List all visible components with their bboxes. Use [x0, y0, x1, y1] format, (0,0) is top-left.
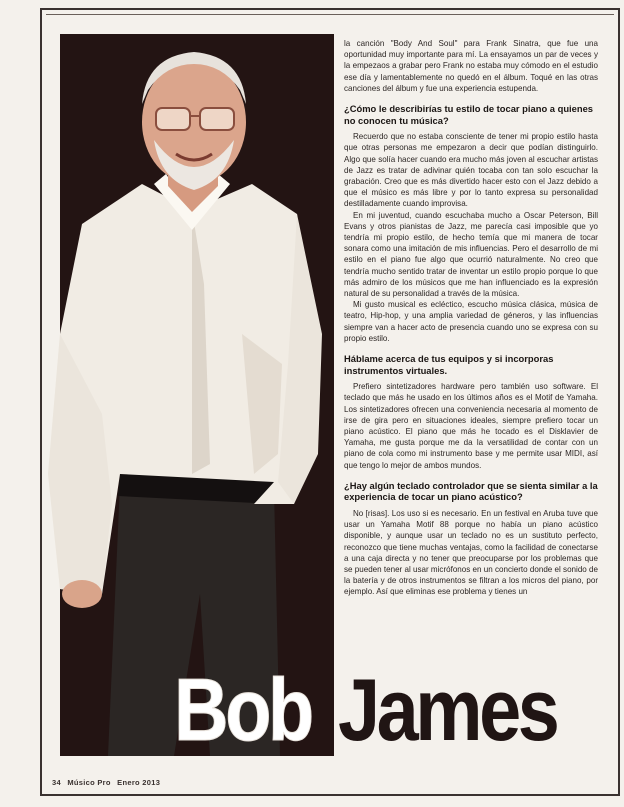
article-paragraph: Mi gusto musical es ecléctico, escucho música clásica, música de teatro, Hip-hop, y una amplia variedad de géneros, y las influencias siempre van a hacer acto de presencia cuando uno se expresa con su propio estilo. — [344, 300, 598, 343]
page-number: 34 — [52, 778, 61, 787]
article-paragraph: En mi juventud, cuando escuchaba mucho a Oscar Peterson, Bill Evans y otros pianistas de Jazz, me parecía casi imposible que yo tendría mi propio estilo, de hecho temía que mi manera de tocar sonara como una imitación de mis influencias. Pero el desarrollo de mi estilo en el piano fue algo que ocurrió naturalmente. No creo que tendría mucho sentido tratar de inventar un estilo propio porque lo que más admiro de los músicos que me han influenciado es la expresión natural de su personalidad a través de la música. — [344, 210, 598, 299]
magazine-name: Músico Pro — [67, 778, 111, 787]
title-last-name: James — [338, 660, 557, 759]
portrait-photo — [42, 34, 342, 756]
question-heading: ¿Hay algún teclado controlador que se sienta similar a la experiencia de tocar un piano acústico? — [344, 479, 598, 503]
question-heading: ¿Cómo le describirías tu estilo de tocar piano a quienes no conocen tu música? — [344, 103, 594, 126]
article-paragraph: Prefiero sintetizadores hardware pero también uso software. El teclado que más he usado en los últimos años es el Motif de Yamaha. Los sintetizadores ofrecen una conveniencia necesaria al momento de irse de gira pero en situaciones ideales, siempre prefiero tocar un piano acústico. El piano que más he tocado es el Disklavier de Yamaha, me gusta porque me da la versatilidad de contar con un piano de cola como mi instrumento base y me permite usar MIDI, así que tengo lo mejor de ambos mundos. — [344, 382, 598, 470]
article-paragraph: Recuerdo que no estaba consciente de tener mi propio estilo hasta que otras personas me empezaron a decir que podían distinguirlo. Algo que solía hacer cuando era mucho más joven al escuchar artistas de Jazz es tratar de adivinar quién tocaba con tan solo escuchar la grabación. Creo que es más divertido hacer esto con el Jazz debido a que el músico es más libre y por lo tanto expresa su personalidad destilladamente cuando improvisa. — [344, 132, 598, 209]
issue-date: Enero 2013 — [117, 778, 161, 787]
frame-rule — [46, 14, 614, 29]
question-heading: Háblame acerca de tus equipos y si incorporas instrumentos virtuales. — [344, 353, 554, 376]
page-footer — [52, 778, 164, 787]
article-body — [344, 38, 598, 598]
article-paragraph: No [risas]. Los uso si es necesario. En un festival en Aruba tuve que usar un Yamaha Motif 88 porque no había un piano acústico disponible, y aunque usar un teclado no es un sustituto perfecto, reconozco que tiene muchas ventajas, como la facilidad de conectarse a una caja directa y no tener que preocuparse por los problemas que se pueden tener al usar micrófonos en un concierto donde el sonido de la batería y de otros instrumentos se filtran a los micros del piano, por ejemplo. Así que eliminas ese problema y tienes un — [344, 509, 598, 597]
article-paragraph: la canción "Body And Soul" para Frank Sinatra, que fue una oportunidad muy importante para mí. La ensayamos un par de veces y la empezaos a grabar pero Frank no estaba muy cómodo en el estudio ese día y lamentablemente no quedó en el álbum. Toqué en las otras canciones del álbum y fue una experiencia estupenda. — [344, 39, 598, 93]
title-first-name: Bob — [174, 660, 311, 759]
